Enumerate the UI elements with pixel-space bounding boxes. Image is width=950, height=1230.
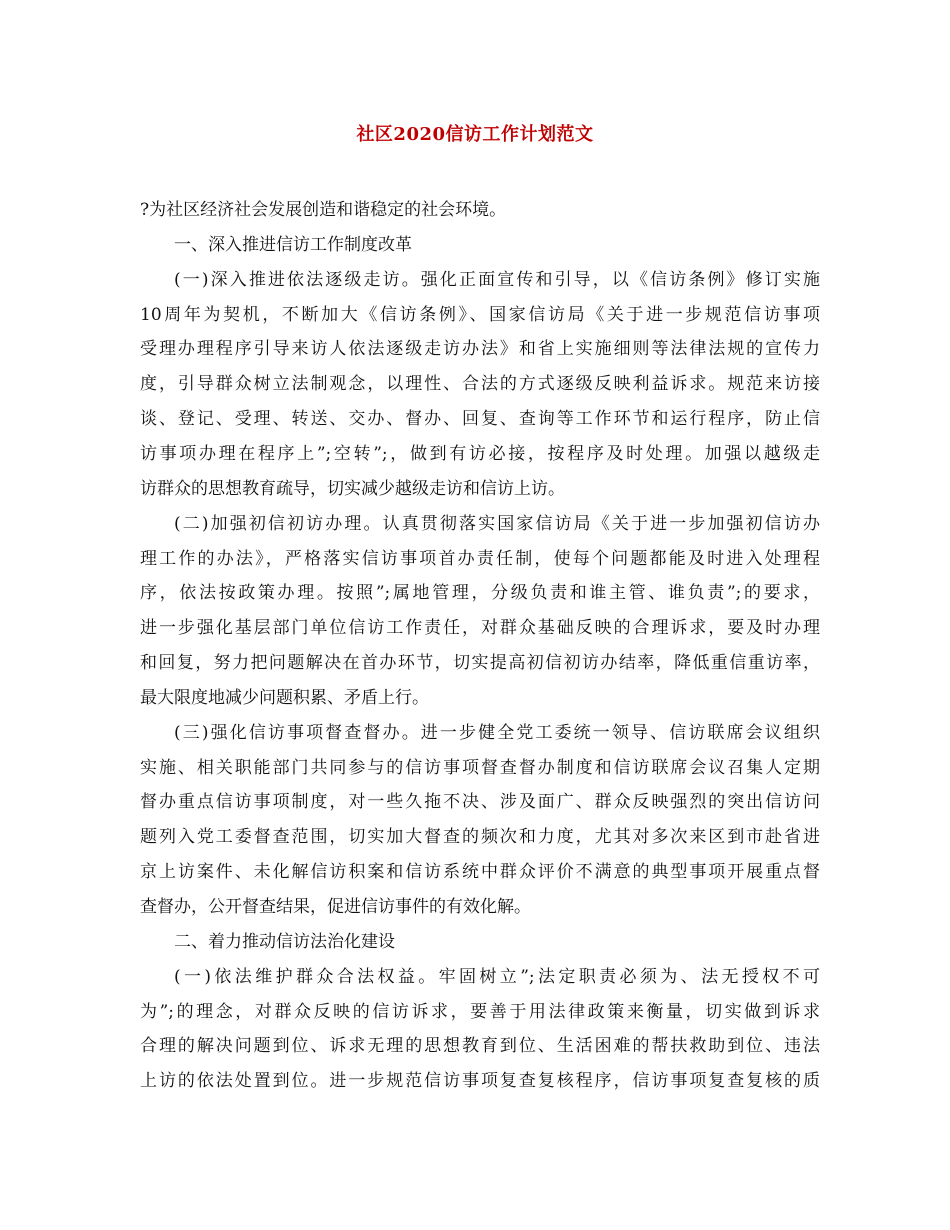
paragraph-line: 最大限度地减少问题积累、矛盾上行。	[140, 687, 429, 708]
paragraph-line: 二、着力推动信访法治化建设	[174, 931, 395, 952]
paragraph-line: 受理办理程序引导来访人依法逐级走访办法》和省上实施细则等法律法规的宣传力	[140, 339, 820, 360]
paragraph-line: 题列入党工委督查范围，切实加大督查的频次和力度，尤其对多次来区到市赴省进	[140, 827, 820, 848]
paragraph-line: (一)深入推进依法逐级走访。强化正面宣传和引导，以《信访条例》修订实施	[174, 269, 820, 290]
paragraph-line: 上访的依法处置到位。进一步规范信访事项复查复核程序，信访事项复查复核的质	[140, 1071, 820, 1092]
paragraph-line: 和回复，努力把问题解决在首办环节，切实提高初信初访办结率，降低重信重访率，	[140, 653, 820, 674]
paragraph-line: 查督办，公开督查结果，促进信访事件的有效化解。	[140, 897, 531, 917]
paragraph-line: 为”;的理念，对群众反映的信访诉求，要善于用法律政策来衡量，切实做到诉求	[140, 1001, 820, 1022]
paragraph-line: 谈、登记、受理、转送、交办、督办、回复、查询等工作环节和运行程序，防止信	[140, 409, 820, 430]
paragraph-line: 京上访案件、未化解信访积案和信访系统中群众评价不满意的典型事项开展重点督	[140, 862, 820, 883]
paragraph-line: 督办重点信访事项制度，对一些久拖不决、涉及面广、群众反映强烈的突出信访问	[140, 792, 820, 813]
paragraph-line: 一、深入推进信访工作制度改革	[174, 234, 412, 255]
paragraph-line: (三)强化信访事项督查督办。进一步健全党工委统一领导、信访联席会议组织	[174, 722, 820, 743]
paragraph-line: 度，引导群众树立法制观念，以理性、合法的方式逐级反映利益诉求。规范来访接	[140, 374, 820, 395]
paragraph-line: 进一步强化基层部门单位信访工作责任，对群众基础反映的合理诉求，要及时办理	[140, 618, 820, 639]
paragraph-line: (一)依法维护群众合法权益。牢固树立”;法定职责必须为、法无授权不可	[174, 966, 820, 987]
paragraph-line: 实施、相关职能部门共同参与的信访事项督查督办制度和信访联席会议召集人定期	[140, 757, 820, 778]
paragraph-line: 访事项办理在程序上”;空转”;，做到有访必接，按程序及时处理。加强以越级走	[140, 443, 820, 464]
paragraph-line: ?为社区经济社会发展创造和谐稳定的社会环境。	[140, 200, 507, 220]
document-title: 社区2020信访工作计划范文	[356, 124, 594, 145]
paragraph-line: 理工作的办法》，严格落实信访事项首办责任制，使每个问题都能及时进入处理程	[140, 548, 820, 569]
paragraph-line: 序，依法按政策办理。按照”;属地管理，分级负责和谁主管、谁负责”;的要求，	[140, 583, 820, 604]
paragraph-line: (二)加强初信初访办理。认真贯彻落实国家信访局《关于进一步加强初信访办	[174, 513, 820, 534]
paragraph-line: 访群众的思想教育疏导，切实减少越级走访和信访上访。	[140, 478, 565, 499]
paragraph-line: 合理的解决问题到位、诉求无理的思想教育到位、生活困难的帮扶救助到位、违法	[140, 1036, 820, 1057]
paragraph-line: 10周年为契机，不断加大《信访条例》、国家信访局《关于进一步规范信访事项	[140, 304, 820, 325]
